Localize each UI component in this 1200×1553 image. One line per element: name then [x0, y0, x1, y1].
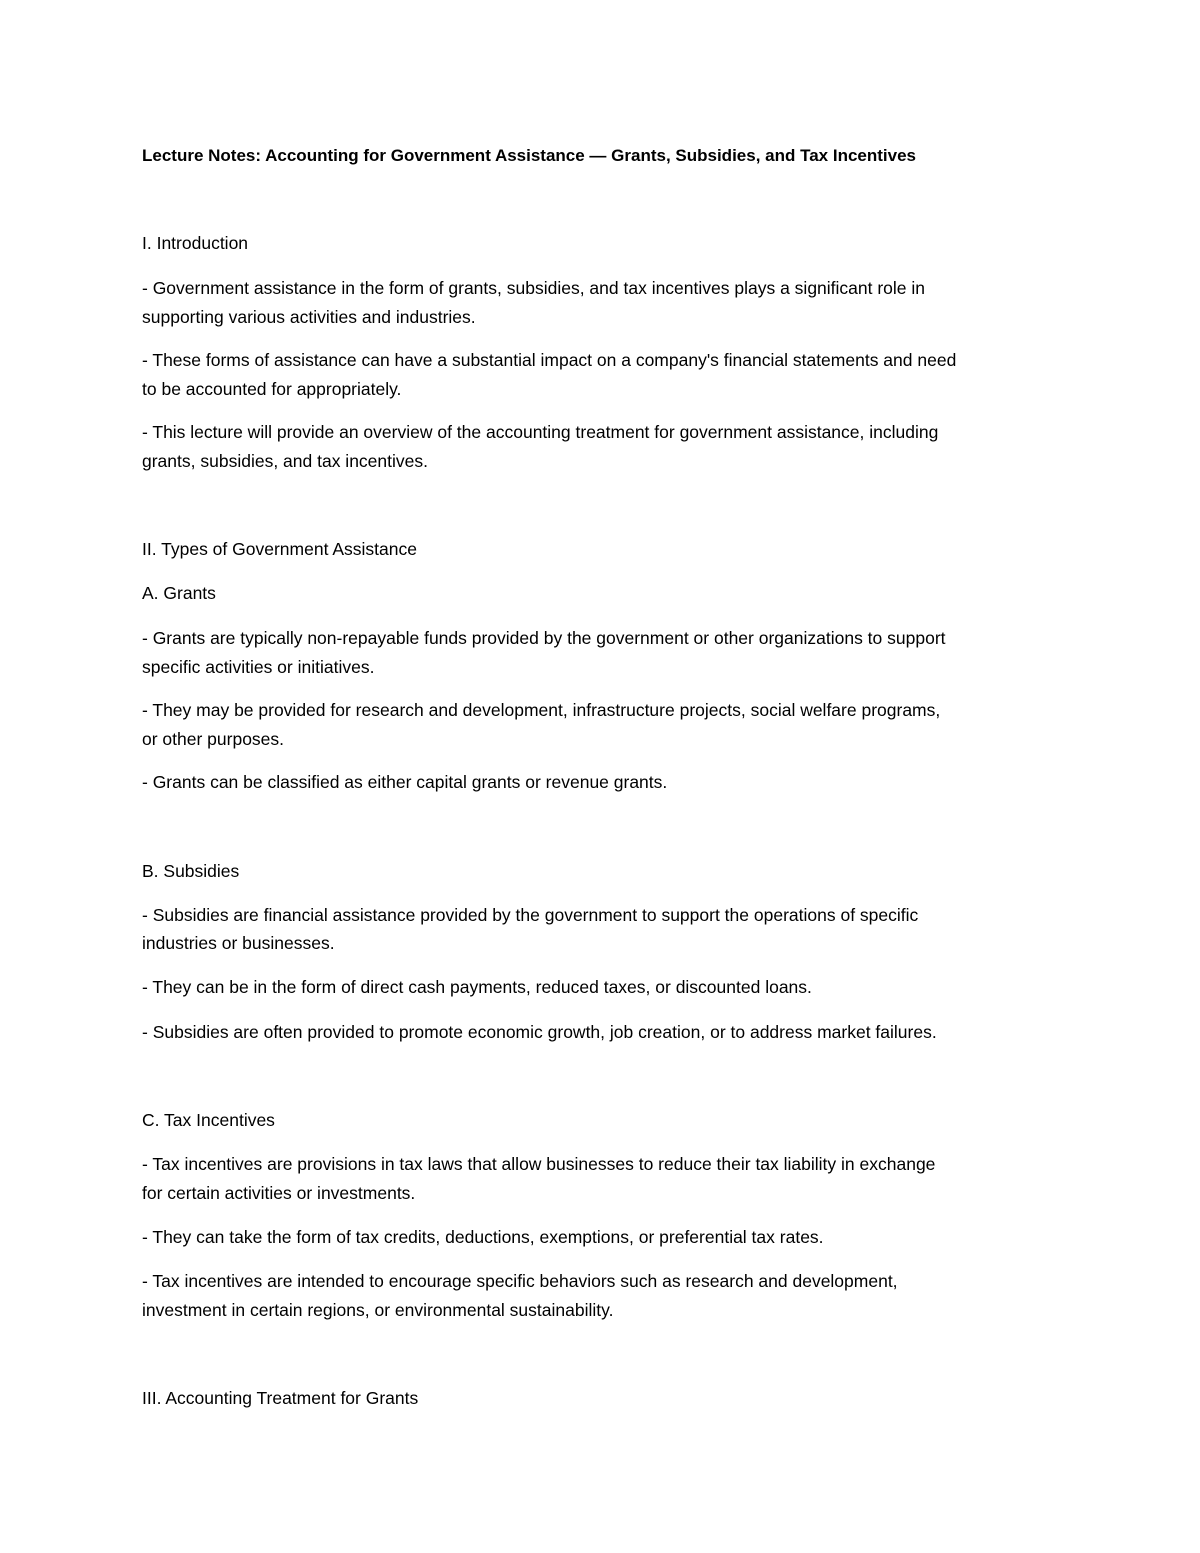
paragraph-line: - They can be in the form of direct cash payments, reduced taxes, or discounted loans. [142, 977, 812, 997]
subsection-heading-tax-incentives: C. Tax Incentives [142, 1110, 275, 1130]
subsection-heading-subsidies: B. Subsidies [142, 861, 240, 881]
paragraph-line: - They may be provided for research and development, infrastructure projects, social welfare programs, [142, 700, 941, 720]
paragraph-line: - Grants are typically non-repayable funds provided by the government or other organizations to support [142, 628, 946, 648]
paragraph-line: - These forms of assistance can have a substantial impact on a company's financial statements and need [142, 350, 957, 370]
paragraph-line: industries or businesses. [142, 933, 335, 953]
paragraph-line: investment in certain regions, or environmental sustainability. [142, 1300, 614, 1320]
section-heading-introduction: I. Introduction [142, 233, 249, 253]
paragraph-line: - Grants can be classified as either capital grants or revenue grants. [142, 772, 668, 792]
paragraph-line: supporting various activities and industries. [142, 307, 476, 327]
paragraph-line: - Tax incentives are provisions in tax laws that allow businesses to reduce their tax liability in exchange [142, 1154, 936, 1174]
paragraph-line: - This lecture will provide an overview of the accounting treatment for government assistance, including [142, 422, 939, 442]
section-heading-accounting-treatment: III. Accounting Treatment for Grants [142, 1388, 419, 1408]
paragraph-line: to be accounted for appropriately. [142, 379, 402, 399]
paragraph-line: - They can take the form of tax credits, deductions, exemptions, or preferential tax rates. [142, 1227, 824, 1247]
paragraph-line: - Tax incentives are intended to encourage specific behaviors such as research and development, [142, 1271, 898, 1291]
document-title: Lecture Notes: Accounting for Government Assistance — Grants, Subsidies, and Tax Incentives [142, 146, 916, 165]
paragraph-line: grants, subsidies, and tax incentives. [142, 451, 428, 471]
subsection-heading-grants: A. Grants [142, 583, 216, 603]
section-heading-types: II. Types of Government Assistance [142, 539, 417, 559]
paragraph-line: specific activities or initiatives. [142, 657, 375, 677]
paragraph-line: - Subsidies are financial assistance provided by the government to support the operations of specific [142, 905, 919, 925]
paragraph-line: for certain activities or investments. [142, 1183, 416, 1203]
paragraph-line: - Subsidies are often provided to promote economic growth, job creation, or to address market failures. [142, 1022, 937, 1042]
paragraph-line: or other purposes. [142, 729, 285, 749]
paragraph-line: - Government assistance in the form of grants, subsidies, and tax incentives plays a significant role in [142, 278, 926, 298]
